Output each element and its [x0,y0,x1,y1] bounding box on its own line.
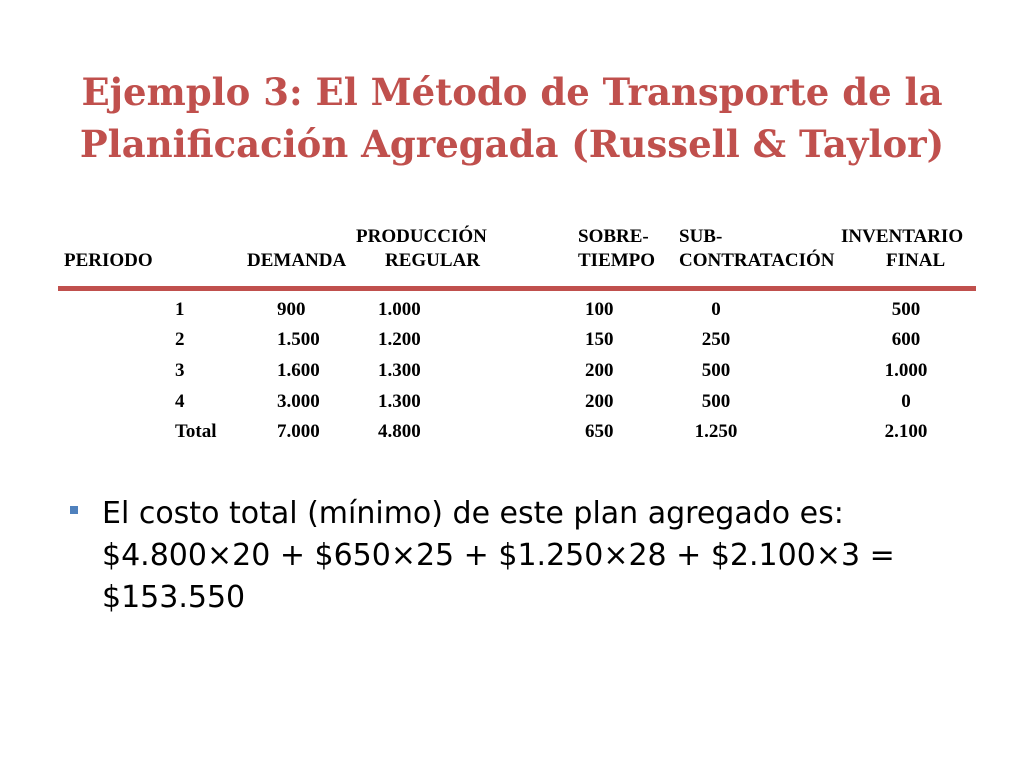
cell-sobretiempo: 200 [585,391,614,412]
slide-title-line-1: Ejemplo 3: El Método de Transporte de la [81,70,943,114]
cell-demanda: 1.600 [277,360,320,381]
cell-periodo: 2 [175,329,185,350]
cell-demanda: 3.000 [277,391,320,412]
header-sobretiempo-line-1: SOBRE- [578,226,649,247]
cell-periodo: 3 [175,360,185,381]
header-periodo: PERIODO [64,250,153,271]
cost-bullet-line-1: El costo total (mínimo) de este plan agregado es: [102,496,844,531]
cell-produccion: 1.200 [378,329,421,350]
cell-demanda: 900 [277,299,306,320]
cell-inventario: 600 [891,329,921,350]
cell-inventario: 0 [901,391,911,412]
cell-inventario: 1.000 [884,360,928,381]
header-inventario-line-1: INVENTARIO [841,226,964,247]
header-produccion-line-2: REGULAR [385,250,481,271]
cost-bullet-text [102,493,962,619]
cell-subcontratacion-total: 1.250 [694,421,738,442]
header-inventario-line-2: FINAL [886,250,946,271]
header-subcontratacion-line-1: SUB- [679,226,723,247]
header-divider [58,286,976,291]
cell-periodo-total: Total [175,421,217,442]
header-demanda: DEMANDA [247,250,347,271]
cell-sobretiempo-total: 650 [585,421,614,442]
header-subcontratacion-line-2: CONTRATACIÓN [679,250,835,271]
cell-periodo: 4 [175,391,185,412]
cell-sobretiempo: 200 [585,360,614,381]
cell-subcontratacion: 0 [711,299,721,320]
cell-subcontratacion: 500 [701,391,731,412]
cell-produccion: 1.300 [378,360,421,381]
cell-demanda-total: 7.000 [277,421,320,442]
cell-sobretiempo: 150 [585,329,614,350]
bullet-marker-icon [70,506,78,514]
header-produccion-line-1: PRODUCCIÓN [356,226,487,247]
cell-produccion-total: 4.800 [378,421,421,442]
cell-periodo: 1 [175,299,185,320]
cell-inventario: 500 [891,299,921,320]
cost-bullet-line-2: $4.800×20 + $650×25 + $1.250×28 + $2.100×3 = [102,538,895,573]
cell-subcontratacion: 500 [701,360,731,381]
cell-subcontratacion: 250 [701,329,731,350]
cell-inventario-total: 2.100 [884,421,928,442]
header-sobretiempo-line-2: TIEMPO [578,250,656,271]
cell-produccion: 1.300 [378,391,421,412]
cell-produccion: 1.000 [378,299,421,320]
cell-sobretiempo: 100 [585,299,614,320]
slide-title-line-2: Planificación Agregada (Russell & Taylor) [79,122,945,166]
cell-demanda: 1.500 [277,329,320,350]
cost-bullet-line-3: $153.550 [102,580,246,615]
